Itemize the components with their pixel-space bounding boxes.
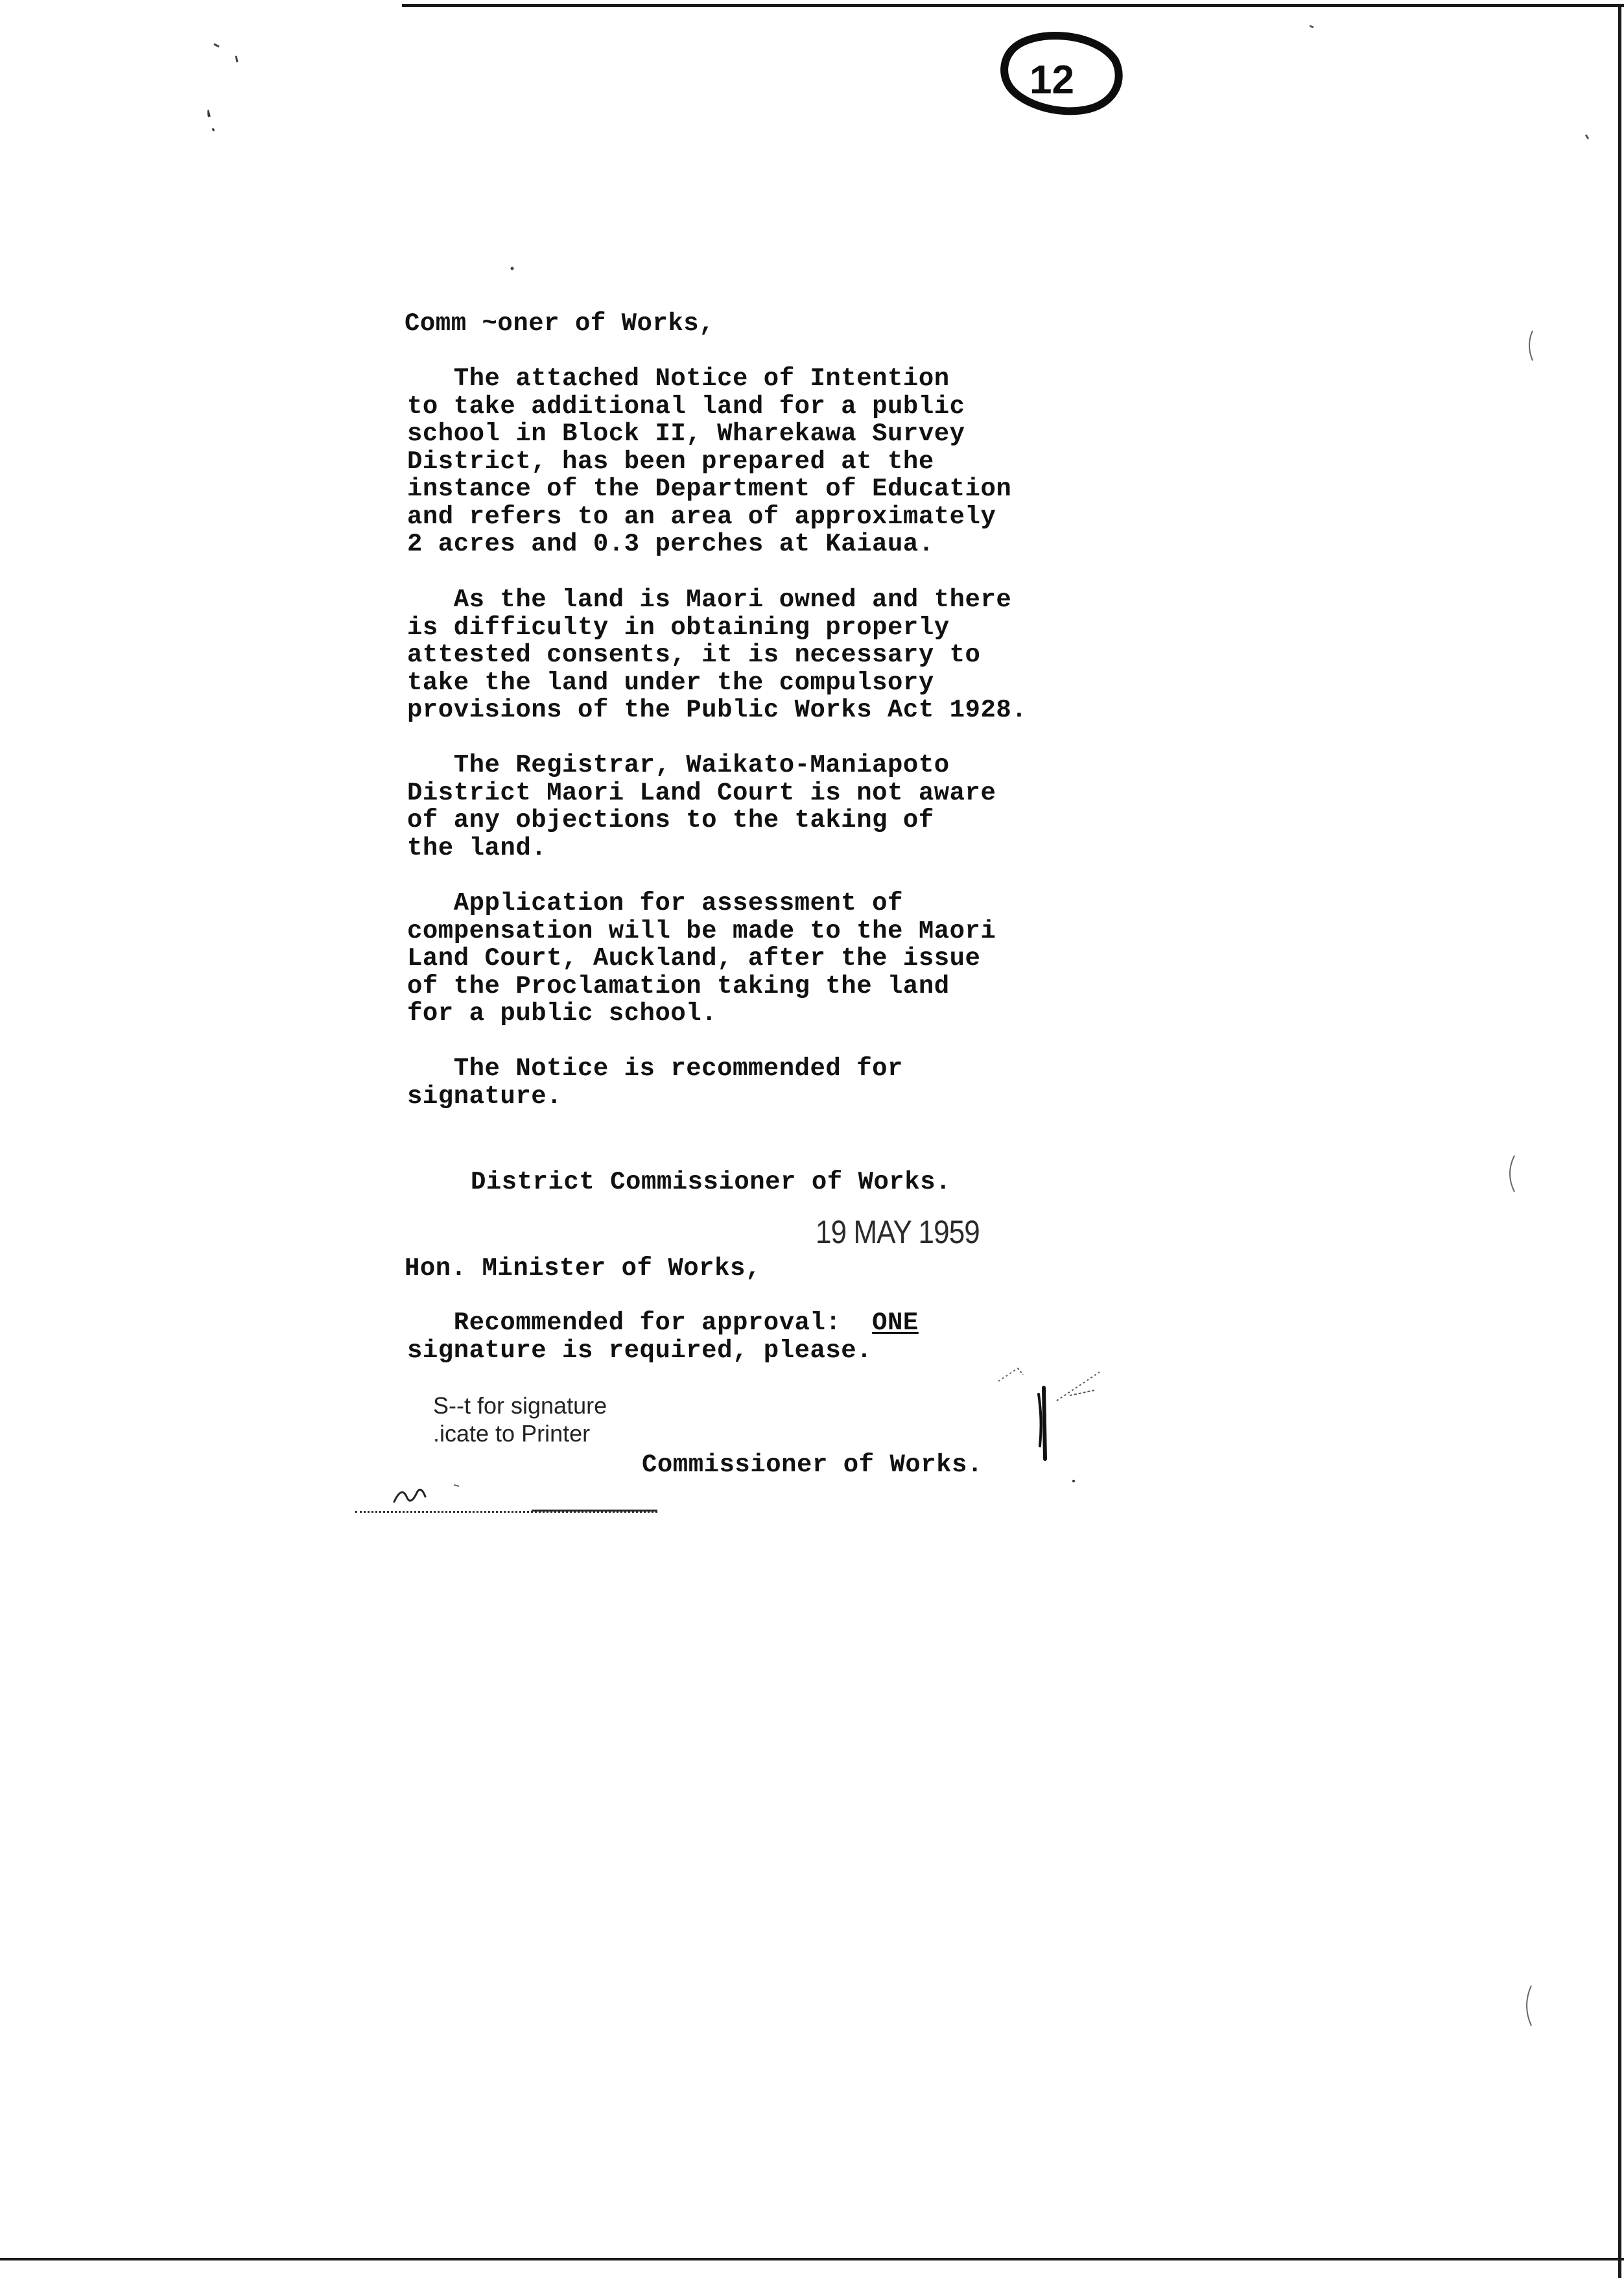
text-line: attested consents, it is necessary to [407, 641, 981, 669]
text-line: The attached Notice of Intention [407, 364, 950, 393]
text-line: compensation will be made to the Maori [407, 916, 996, 945]
text-line: provisions of the Public Works Act 1928. [407, 696, 1028, 724]
paragraph-compensation [407, 890, 996, 1028]
text-line: take the land under the compulsory [407, 668, 934, 697]
page-border-bottom [0, 2258, 1624, 2260]
text-line: signature. [407, 1082, 563, 1111]
date-stamp: 19 MAY 1959 [816, 1214, 980, 1250]
commissioner-signoff: Commissioner of Works. [642, 1451, 983, 1479]
office-stamp-line: S--t for signature [433, 1392, 607, 1419]
office-stamp-line: .icate to Printer [433, 1420, 591, 1447]
handwritten-initials [389, 1472, 493, 1511]
text-line: of any objections to the taking of [407, 806, 934, 835]
district-commissioner-signoff: District Commissioner of Works. [471, 1168, 952, 1196]
paragraph-notice-of-intention [407, 365, 1011, 558]
text-line: and refers to an area of approximately [407, 502, 996, 531]
margin-mark [1504, 1154, 1517, 1193]
paragraph-maori-owned-land [407, 586, 1027, 724]
text-line: of the Proclamation taking the land [407, 971, 950, 1001]
folio-number: 12 [1030, 58, 1074, 102]
text-line: school in Block II, Wharekawa Survey [407, 420, 965, 448]
scan-speck [207, 39, 246, 143]
text-line: District Maori Land Court is not aware [407, 778, 996, 807]
text-line: is difficulty in obtaining properly [407, 613, 950, 642]
margin-mark [1521, 1984, 1534, 2027]
salutation: Comm ~oner of Works, [405, 309, 715, 338]
page-border-top [402, 4, 1624, 7]
minister-address: Hon. Minister of Works, [405, 1254, 761, 1283]
text-line: The Notice is recommended for [407, 1054, 903, 1083]
signature-rule [532, 1510, 657, 1512]
paragraph-recommendation [407, 1055, 903, 1110]
text-line: instance of the Department of Education [407, 475, 1012, 503]
text-line: Land Court, Auckland, after the issue [407, 944, 981, 973]
text-line: 2 acres and 0.3 perches at Kaiaua. [407, 530, 934, 558]
scan-speck [510, 266, 516, 272]
margin-mark [1525, 329, 1535, 362]
approval-prefix: Recommended for approval: [407, 1309, 873, 1337]
text-line: to take additional land for a public [407, 392, 965, 421]
text-line: for a public school. [407, 999, 718, 1028]
approval-request [407, 1309, 919, 1364]
page-border-right [1618, 4, 1621, 2278]
paragraph-registrar [407, 752, 996, 862]
text-line: the land. [407, 833, 547, 862]
text-line: The Registrar, Waikato-Maniapoto [407, 751, 950, 779]
text-line: District, has been prepared at the [407, 447, 934, 476]
handwritten-folio-mark [992, 25, 1128, 122]
handwritten-signature [972, 1349, 1128, 1465]
text-line [407, 1309, 919, 1337]
scan-speck [1310, 19, 1614, 175]
scan-speck [1071, 1478, 1076, 1484]
text-line: signature is required, please. [407, 1336, 873, 1365]
text-line: As the land is Maori owned and there [407, 586, 1012, 614]
signature-count: ONE [872, 1309, 919, 1337]
text-line: Application for assessment of [407, 889, 903, 918]
